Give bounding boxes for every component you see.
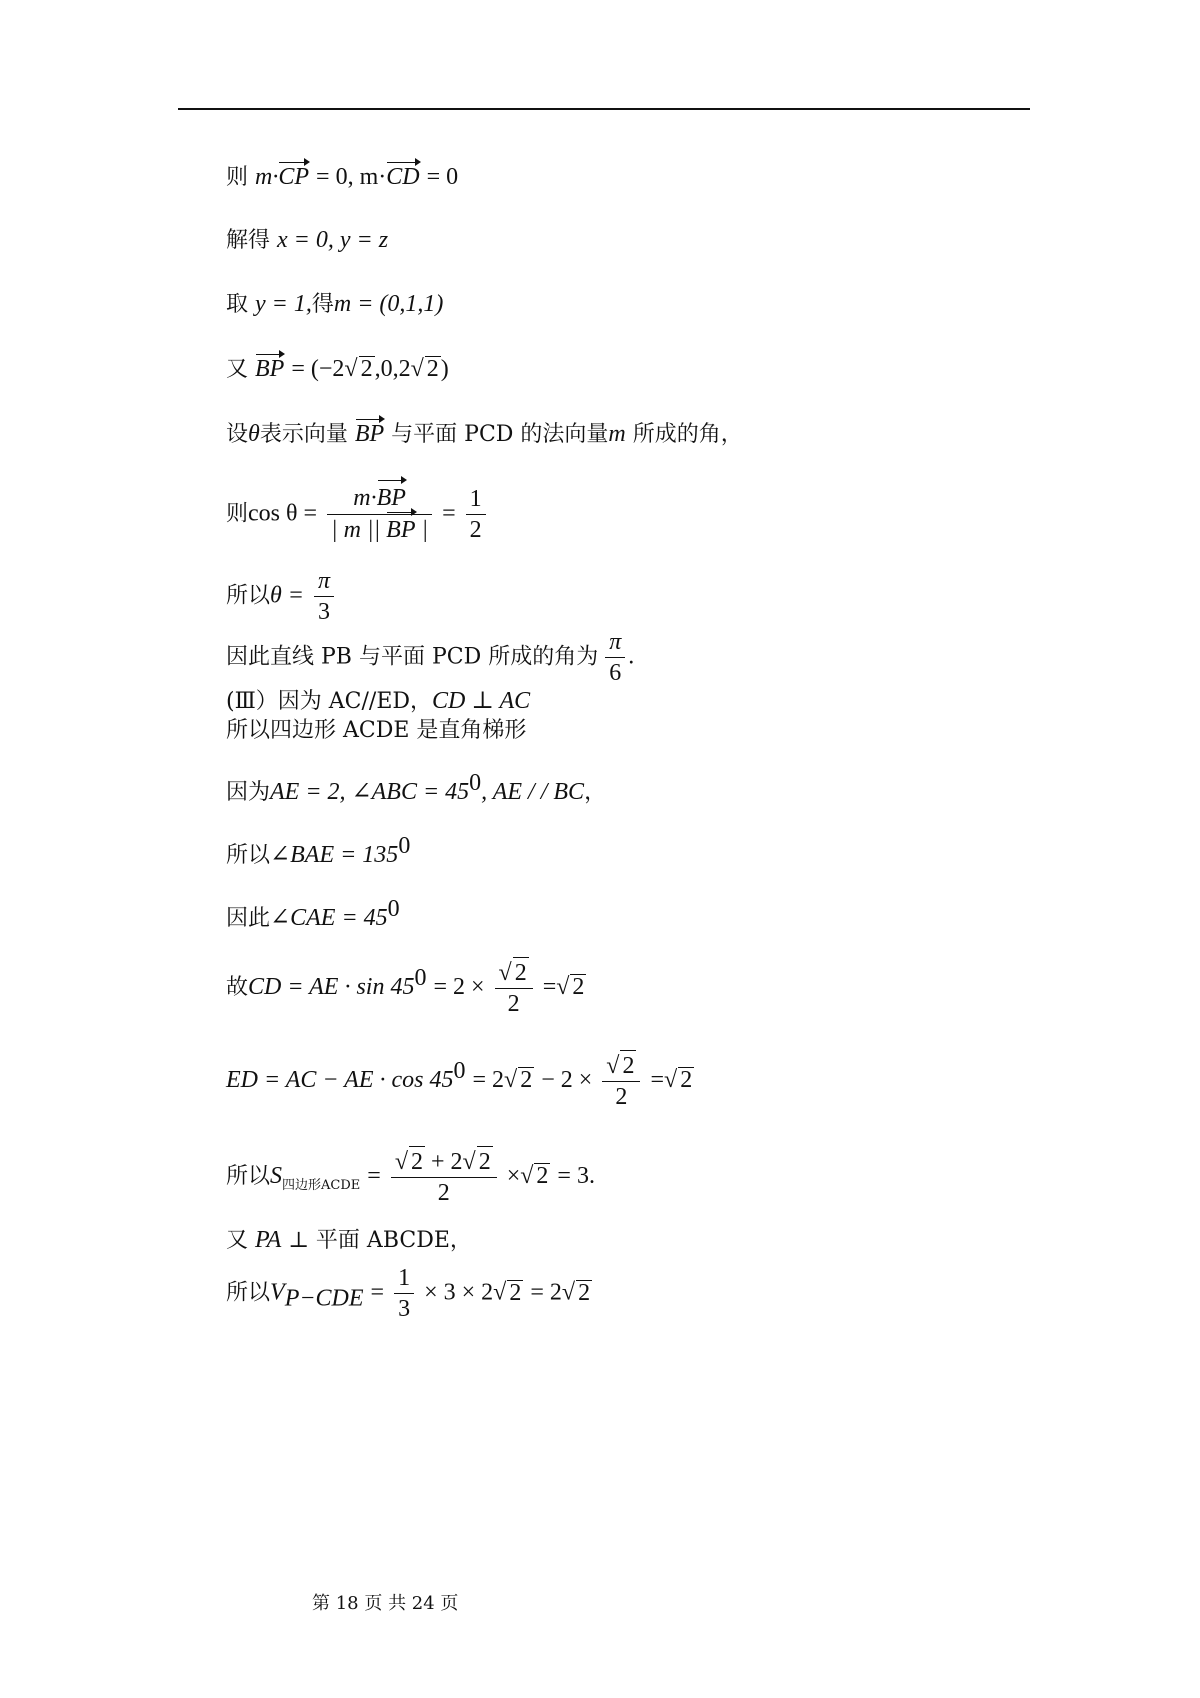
line-9: (Ⅲ）因为 AC//ED，CD ⊥ AC bbox=[226, 688, 531, 714]
line-17: 又 PA ⊥ 平面 ABCDE， bbox=[226, 1227, 472, 1253]
line-11: 因为AE = 2, ∠ABC = $45^0$, AE / / BC， bbox=[226, 770, 607, 805]
line-4: 又 BP = (−2√ 2,0,2√ 2) bbox=[226, 356, 449, 382]
line-2: 解得 x = 0, y = z bbox=[226, 227, 389, 253]
line-15: ED = AC − AE · $\cos 45^0 = 2√$ 2 − 2 × $\frac{√ 2}{2}$ =√ 2 bbox=[226, 1050, 694, 1112]
line-13: 因此∠CAE = $45^0$ bbox=[226, 896, 400, 931]
line-5: 设θ表示向量 BP 与平面 PCD 的法向量m 所成的角， bbox=[226, 421, 743, 447]
line-14: 故CD = AE · $\sin 45^0 = 2$ × $\frac{√ 2}{2}$ =√ 2 bbox=[226, 957, 586, 1019]
line-8: 因此直线 PB 与平面 PCD 所成的角为 $\frac{\pi}{6}$ . bbox=[226, 629, 635, 686]
page-footer: 第 18 页 共 24 页 bbox=[312, 1593, 459, 1614]
half-fraction: $\frac{1}{2}$ bbox=[466, 484, 486, 545]
third-fraction: $\frac{1}{3}$ bbox=[394, 1263, 414, 1324]
header-rule bbox=[178, 108, 1030, 110]
line-18: 所以$V_{P-CDE}$ = $\frac{1}{3}$ × 3 × 2√ 2 = 2√ 2 bbox=[226, 1265, 591, 1322]
line-7: 所以θ = $\frac{\pi}{3}$ bbox=[226, 566, 337, 627]
pi-third-fraction: $\frac{\pi}{3}$ bbox=[314, 566, 334, 627]
line-6: 则cos θ = $\frac{m\cdot BP}{| m || BP |}$ = $\frac{1}{2}$ bbox=[226, 483, 489, 546]
line-3: 取 y = 1,得m = (0,1,1) bbox=[226, 291, 444, 317]
root2-half-fraction: $\frac{√ 2}{2}$ bbox=[495, 957, 533, 1019]
line-10: 所以四边形 ACDE 是直角梯形 bbox=[226, 718, 527, 743]
area-fraction: $\frac{√ 2 + 2√ 2}{2}$ bbox=[391, 1146, 497, 1208]
line-12: 所以∠BAE = $135^0$ bbox=[226, 833, 411, 868]
cos-fraction: $\frac{m\cdot BP}{| m || BP |}$ bbox=[327, 483, 432, 546]
pi-sixth-fraction: $\frac{\pi}{6}$ bbox=[605, 627, 625, 688]
line-1: 则 m·CP = 0, m·CD = 0 bbox=[226, 164, 459, 190]
root2-half-fraction: $\frac{√ 2}{2}$ bbox=[602, 1050, 640, 1112]
line-16: 所以$S_{四边形ACDE}$ = $\frac{√ 2 + 2√ 2}{2}$ ×√ 2 = 3. bbox=[226, 1146, 595, 1208]
